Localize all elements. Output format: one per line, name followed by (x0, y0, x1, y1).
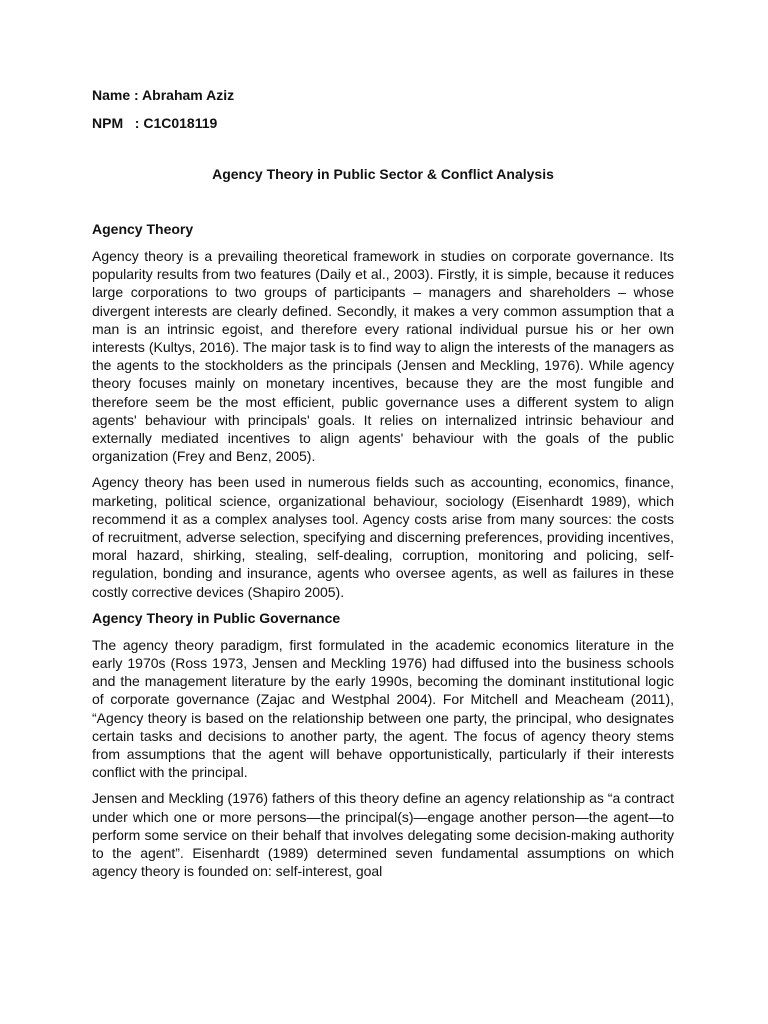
section-heading: Agency Theory (92, 221, 194, 237)
section-heading: Agency Theory in Public Governance (92, 609, 341, 626)
paragraph: Jensen and Meckling (1976) fathers of this theory define an agency relationship as “a contract under which one or more persons—the principal(s)—engage another person—the agent—to perform some service on their behalf that involves delegating some decision-making authority to the agent”. Eisenhardt (1989) determined seven fundamental assumptions on which agency theory is founded on: self-interest, goal (92, 790, 674, 880)
student-npm: NPM : C1C018119 (92, 115, 218, 131)
section-public-governance (92, 609, 674, 881)
document-body (92, 86, 674, 881)
paragraph: The agency theory paradigm, first formulated in the academic economics literature in the early 1970s (Ross 1973, Jensen and Meckling 1976) had diffused into the business schools and the management literature by the early 1990s, becoming the dominant institutional logic of corporate governance (Zajac and Westphal 2004). For Mitchell and Meacheam (2011), “Agency theory is based on the relationship between one party, the principal, who designates certain tasks and decisions to another party, the agent. The focus of agency theory stems from assumptions that the agent will behave opportunistically, particularly if their interests conflict with the principal. (92, 636, 674, 781)
document-title: Agency Theory in Public Sector & Conflict Analysis (212, 166, 554, 182)
paragraph: Agency theory has been used in numerous fields such as accounting, economics, finance, marketing, political science, organizational behaviour, sociology (Eisenhardt 1989), which recommend it as a complex analyses tool. Agency costs arise from many sources: the costs of recruitment, adverse selection, specifying and discerning preferences, providing incentives, moral hazard, shirking, stealing, self-dealing, corruption, monitoring and policing, self-regulation, bonding and insurance, agents who oversee agents, as well as failures in these costly corrective devices (Shapiro 2005). (92, 474, 674, 600)
paragraph: Agency theory is a prevailing theoretical framework in studies on corporate governance. Its popularity results from two features (Daily et al., 2003). Firstly, it is simple, because it reduces large corporations to two groups of participants – managers and shareholders – whose divergent interests are clearly defined. Secondly, it makes a very common assumption that a man is an intrinsic egoist, and therefore every rational individual pursue his or her own interests (Kultys, 2016). The major task is to find way to align the interests of the managers as the agents to the stockholders as the principals (Jensen and Meckling, 1976). While agency theory focuses mainly on monetary incentives, because they are the most fungible and therefore seem be the most efficient, public governance uses a different system to align agents' behaviour with principals' goals. It relies on internalized intrinsic behaviour and externally mediated incentives to align agents' behaviour with the goals of the public organization (Frey and Benz, 2005). (92, 248, 674, 465)
section-agency-theory (92, 220, 674, 601)
student-name: Name : Abraham Aziz (92, 87, 235, 103)
